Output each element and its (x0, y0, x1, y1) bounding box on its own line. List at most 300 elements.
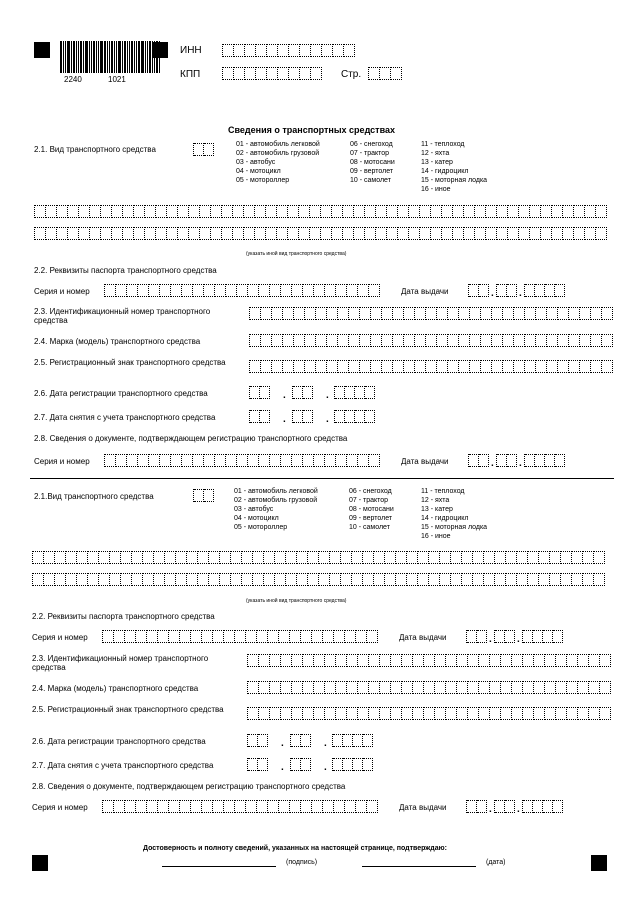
input-cell[interactable] (268, 800, 279, 813)
input-cell[interactable] (268, 630, 279, 643)
input-cell[interactable] (270, 681, 281, 694)
input-cell[interactable] (272, 360, 283, 373)
input-cell[interactable] (160, 284, 171, 297)
input-cell[interactable] (312, 800, 323, 813)
input-cell[interactable] (380, 67, 391, 80)
input-cell[interactable] (261, 334, 272, 347)
input-cell[interactable] (312, 630, 323, 643)
reg-date-day-1[interactable] (249, 386, 270, 399)
input-cell[interactable] (301, 800, 312, 813)
input-cell[interactable] (382, 307, 393, 320)
dereg-date-day-1[interactable] (249, 410, 270, 423)
input-cell[interactable] (360, 334, 371, 347)
input-cell[interactable] (600, 654, 611, 667)
input-cell[interactable] (413, 654, 424, 667)
inn-cells[interactable] (222, 44, 355, 57)
input-cell[interactable] (176, 551, 187, 564)
input-cell[interactable] (257, 630, 268, 643)
input-cell[interactable] (363, 573, 374, 586)
input-cell[interactable] (585, 205, 596, 218)
input-cell[interactable] (303, 654, 314, 667)
input-cell[interactable] (303, 284, 314, 297)
input-cell[interactable] (580, 360, 591, 373)
input-cell[interactable] (369, 654, 380, 667)
input-cell[interactable] (301, 734, 311, 747)
input-cell[interactable] (553, 630, 563, 643)
input-cell[interactable] (501, 654, 512, 667)
input-cell[interactable] (114, 800, 125, 813)
input-cell[interactable] (303, 386, 313, 399)
input-cell[interactable] (380, 707, 391, 720)
input-cell[interactable] (495, 551, 506, 564)
input-cell[interactable] (534, 681, 545, 694)
input-cell[interactable] (367, 630, 378, 643)
input-cell[interactable] (292, 654, 303, 667)
input-cell[interactable] (594, 573, 605, 586)
input-cell[interactable] (220, 551, 231, 564)
input-cell[interactable] (311, 67, 322, 80)
input-cell[interactable] (536, 307, 547, 320)
input-cell[interactable] (248, 758, 258, 771)
input-cell[interactable] (110, 573, 121, 586)
input-cell[interactable] (336, 454, 347, 467)
input-cell[interactable] (448, 334, 459, 347)
input-cell[interactable] (343, 734, 353, 747)
input-cell[interactable] (125, 630, 136, 643)
input-cell[interactable] (536, 334, 547, 347)
input-cell[interactable] (470, 360, 481, 373)
input-cell[interactable] (242, 573, 253, 586)
input-cell[interactable] (220, 573, 231, 586)
input-cell[interactable] (194, 143, 204, 156)
input-cell[interactable] (541, 227, 552, 240)
input-cell[interactable] (101, 205, 112, 218)
input-cell[interactable] (497, 454, 507, 467)
input-cell[interactable] (495, 630, 505, 643)
input-cell[interactable] (371, 360, 382, 373)
input-cell[interactable] (222, 227, 233, 240)
input-cell[interactable] (484, 551, 495, 564)
input-cell[interactable] (327, 307, 338, 320)
doc-issue-day-1[interactable] (468, 454, 489, 467)
input-cell[interactable] (545, 707, 556, 720)
input-cell[interactable] (187, 551, 198, 564)
input-cell[interactable] (226, 454, 237, 467)
input-cell[interactable] (382, 334, 393, 347)
input-cell[interactable] (311, 44, 322, 57)
input-cell[interactable] (382, 360, 393, 373)
input-cell[interactable] (167, 205, 178, 218)
input-cell[interactable] (147, 800, 158, 813)
input-cell[interactable] (363, 734, 373, 747)
input-cell[interactable] (303, 681, 314, 694)
input-cell[interactable] (503, 360, 514, 373)
input-cell[interactable] (523, 654, 534, 667)
input-cell[interactable] (209, 573, 220, 586)
input-cell[interactable] (578, 654, 589, 667)
input-cell[interactable] (270, 454, 281, 467)
reg-date-year-1[interactable] (334, 386, 375, 399)
passport-issue-year-1[interactable] (524, 284, 565, 297)
input-cell[interactable] (336, 284, 347, 297)
input-cell[interactable] (486, 205, 497, 218)
input-cell[interactable] (158, 630, 169, 643)
input-cell[interactable] (292, 454, 303, 467)
input-cell[interactable] (426, 334, 437, 347)
input-cell[interactable] (121, 551, 132, 564)
input-cell[interactable] (424, 707, 435, 720)
input-cell[interactable] (264, 573, 275, 586)
input-cell[interactable] (338, 334, 349, 347)
input-cell[interactable] (316, 334, 327, 347)
input-cell[interactable] (567, 681, 578, 694)
input-cell[interactable] (290, 630, 301, 643)
input-cell[interactable] (355, 386, 365, 399)
input-cell[interactable] (556, 707, 567, 720)
input-cell[interactable] (358, 707, 369, 720)
input-cell[interactable] (363, 551, 374, 564)
input-cell[interactable] (369, 707, 380, 720)
input-cell[interactable] (248, 284, 259, 297)
input-cell[interactable] (536, 360, 547, 373)
input-cell[interactable] (602, 307, 613, 320)
input-cell[interactable] (387, 227, 398, 240)
input-cell[interactable] (224, 800, 235, 813)
input-cell[interactable] (325, 284, 336, 297)
input-cell[interactable] (55, 551, 66, 564)
input-cell[interactable] (365, 205, 376, 218)
input-cell[interactable] (134, 205, 145, 218)
input-cell[interactable] (358, 681, 369, 694)
input-cell[interactable] (259, 681, 270, 694)
input-cell[interactable] (431, 227, 442, 240)
input-cell[interactable] (530, 205, 541, 218)
input-cell[interactable] (492, 334, 503, 347)
input-cell[interactable] (77, 551, 88, 564)
input-cell[interactable] (580, 307, 591, 320)
input-cell[interactable] (497, 205, 508, 218)
input-cell[interactable] (127, 284, 138, 297)
input-cell[interactable] (319, 551, 330, 564)
input-cell[interactable] (145, 205, 156, 218)
input-cell[interactable] (116, 454, 127, 467)
input-cell[interactable] (156, 205, 167, 218)
input-cell[interactable] (204, 143, 214, 156)
input-cell[interactable] (253, 573, 264, 586)
input-cell[interactable] (484, 573, 495, 586)
input-cell[interactable] (380, 681, 391, 694)
doc-series-cells-2[interactable] (102, 800, 378, 813)
input-cell[interactable] (112, 227, 123, 240)
input-cell[interactable] (508, 227, 519, 240)
dereg-date-month-2[interactable] (290, 758, 311, 771)
input-cell[interactable] (55, 573, 66, 586)
input-cell[interactable] (266, 227, 277, 240)
input-cell[interactable] (272, 307, 283, 320)
input-cell[interactable] (178, 227, 189, 240)
input-cell[interactable] (345, 630, 356, 643)
input-cell[interactable] (286, 573, 297, 586)
other-vehicle-type-cells-2b[interactable] (32, 573, 605, 586)
input-cell[interactable] (563, 205, 574, 218)
input-cell[interactable] (303, 410, 313, 423)
input-cell[interactable] (495, 800, 505, 813)
input-cell[interactable] (574, 227, 585, 240)
input-cell[interactable] (525, 454, 535, 467)
doc-issue-month-2[interactable] (494, 800, 515, 813)
input-cell[interactable] (407, 573, 418, 586)
input-cell[interactable] (293, 410, 303, 423)
input-cell[interactable] (242, 551, 253, 564)
input-cell[interactable] (398, 205, 409, 218)
input-cell[interactable] (344, 44, 355, 57)
doc-issue-year-1[interactable] (524, 454, 565, 467)
input-cell[interactable] (145, 227, 156, 240)
input-cell[interactable] (283, 360, 294, 373)
input-cell[interactable] (543, 630, 553, 643)
input-cell[interactable] (418, 573, 429, 586)
input-cell[interactable] (561, 573, 572, 586)
input-cell[interactable] (415, 334, 426, 347)
input-cell[interactable] (291, 734, 301, 747)
input-cell[interactable] (259, 454, 270, 467)
input-cell[interactable] (352, 573, 363, 586)
input-cell[interactable] (334, 630, 345, 643)
input-cell[interactable] (479, 654, 490, 667)
input-cell[interactable] (231, 573, 242, 586)
input-cell[interactable] (143, 573, 154, 586)
input-cell[interactable] (534, 654, 545, 667)
input-cell[interactable] (132, 573, 143, 586)
input-cell[interactable] (189, 205, 200, 218)
input-cell[interactable] (442, 205, 453, 218)
kpp-cells[interactable] (222, 67, 322, 80)
input-cell[interactable] (35, 205, 46, 218)
input-cell[interactable] (396, 573, 407, 586)
input-cell[interactable] (267, 67, 278, 80)
input-cell[interactable] (101, 227, 112, 240)
input-cell[interactable] (426, 307, 437, 320)
input-cell[interactable] (194, 489, 204, 502)
input-cell[interactable] (235, 800, 246, 813)
input-cell[interactable] (297, 573, 308, 586)
input-cell[interactable] (68, 205, 79, 218)
passport-series-cells-2[interactable] (102, 630, 378, 643)
input-cell[interactable] (371, 334, 382, 347)
input-cell[interactable] (507, 454, 517, 467)
input-cell[interactable] (530, 227, 541, 240)
input-cell[interactable] (369, 67, 380, 80)
vehicle-type-cells-1[interactable] (193, 143, 214, 156)
input-cell[interactable] (591, 334, 602, 347)
dereg-date-month-1[interactable] (292, 410, 313, 423)
input-cell[interactable] (477, 800, 487, 813)
input-cell[interactable] (147, 630, 158, 643)
input-cell[interactable] (567, 707, 578, 720)
input-cell[interactable] (545, 454, 555, 467)
passport-series-cells-1[interactable] (104, 284, 380, 297)
passport-issue-day-2[interactable] (466, 630, 487, 643)
input-cell[interactable] (533, 630, 543, 643)
input-cell[interactable] (553, 800, 563, 813)
input-cell[interactable] (380, 654, 391, 667)
passport-issue-month-2[interactable] (494, 630, 515, 643)
input-cell[interactable] (512, 707, 523, 720)
input-cell[interactable] (572, 573, 583, 586)
input-cell[interactable] (602, 360, 613, 373)
input-cell[interactable] (266, 205, 277, 218)
input-cell[interactable] (278, 67, 289, 80)
input-cell[interactable] (457, 654, 468, 667)
input-cell[interactable] (255, 227, 266, 240)
input-cell[interactable] (167, 227, 178, 240)
input-cell[interactable] (256, 67, 267, 80)
input-cell[interactable] (333, 44, 344, 57)
input-cell[interactable] (112, 205, 123, 218)
input-cell[interactable] (99, 551, 110, 564)
input-cell[interactable] (299, 205, 310, 218)
input-cell[interactable] (335, 410, 345, 423)
input-cell[interactable] (490, 681, 501, 694)
input-cell[interactable] (477, 630, 487, 643)
passport-issue-month-1[interactable] (496, 284, 517, 297)
input-cell[interactable] (561, 551, 572, 564)
input-cell[interactable] (543, 800, 553, 813)
input-cell[interactable] (481, 360, 492, 373)
input-cell[interactable] (213, 800, 224, 813)
input-cell[interactable] (525, 307, 536, 320)
input-cell[interactable] (257, 800, 268, 813)
input-cell[interactable] (358, 654, 369, 667)
input-cell[interactable] (440, 573, 451, 586)
input-cell[interactable] (347, 707, 358, 720)
input-cell[interactable] (154, 551, 165, 564)
input-cell[interactable] (558, 307, 569, 320)
input-cell[interactable] (589, 707, 600, 720)
input-cell[interactable] (437, 360, 448, 373)
input-cell[interactable] (519, 227, 530, 240)
input-cell[interactable] (310, 205, 321, 218)
input-cell[interactable] (178, 205, 189, 218)
input-cell[interactable] (301, 758, 311, 771)
input-cell[interactable] (424, 681, 435, 694)
input-cell[interactable] (226, 284, 237, 297)
input-cell[interactable] (393, 360, 404, 373)
input-cell[interactable] (234, 67, 245, 80)
input-cell[interactable] (260, 410, 270, 423)
input-cell[interactable] (398, 227, 409, 240)
input-cell[interactable] (235, 630, 246, 643)
input-cell[interactable] (429, 573, 440, 586)
input-cell[interactable] (264, 551, 275, 564)
input-cell[interactable] (464, 205, 475, 218)
input-cell[interactable] (349, 307, 360, 320)
passport-issue-year-2[interactable] (522, 630, 563, 643)
input-cell[interactable] (365, 410, 375, 423)
input-cell[interactable] (534, 707, 545, 720)
input-cell[interactable] (336, 681, 347, 694)
input-cell[interactable] (305, 307, 316, 320)
input-cell[interactable] (479, 681, 490, 694)
input-cell[interactable] (360, 307, 371, 320)
input-cell[interactable] (418, 551, 429, 564)
input-cell[interactable] (578, 707, 589, 720)
input-cell[interactable] (490, 707, 501, 720)
input-cell[interactable] (281, 454, 292, 467)
input-cell[interactable] (68, 227, 79, 240)
input-cell[interactable] (369, 454, 380, 467)
input-cell[interactable] (156, 227, 167, 240)
input-cell[interactable] (453, 227, 464, 240)
input-cell[interactable] (402, 654, 413, 667)
input-cell[interactable] (376, 227, 387, 240)
input-cell[interactable] (468, 654, 479, 667)
other-vehicle-type-cells-2a[interactable] (32, 551, 605, 564)
input-cell[interactable] (165, 573, 176, 586)
input-cell[interactable] (291, 758, 301, 771)
input-cell[interactable] (143, 551, 154, 564)
input-cell[interactable] (569, 360, 580, 373)
input-cell[interactable] (533, 800, 543, 813)
input-cell[interactable] (292, 707, 303, 720)
input-cell[interactable] (272, 334, 283, 347)
input-cell[interactable] (358, 284, 369, 297)
input-cell[interactable] (297, 551, 308, 564)
input-cell[interactable] (435, 681, 446, 694)
input-cell[interactable] (176, 573, 187, 586)
input-cell[interactable] (525, 360, 536, 373)
input-cell[interactable] (481, 334, 492, 347)
input-cell[interactable] (569, 307, 580, 320)
input-cell[interactable] (345, 410, 355, 423)
input-cell[interactable] (545, 654, 556, 667)
input-cell[interactable] (224, 630, 235, 643)
input-cell[interactable] (281, 681, 292, 694)
input-cell[interactable] (550, 551, 561, 564)
input-cell[interactable] (404, 307, 415, 320)
input-cell[interactable] (33, 551, 44, 564)
input-cell[interactable] (303, 707, 314, 720)
input-cell[interactable] (545, 284, 555, 297)
input-cell[interactable] (413, 707, 424, 720)
input-cell[interactable] (325, 454, 336, 467)
input-cell[interactable] (180, 630, 191, 643)
input-cell[interactable] (255, 205, 266, 218)
input-cell[interactable] (314, 654, 325, 667)
input-cell[interactable] (528, 573, 539, 586)
input-cell[interactable] (519, 205, 530, 218)
input-cell[interactable] (310, 227, 321, 240)
input-cell[interactable] (479, 454, 489, 467)
input-cell[interactable] (136, 630, 147, 643)
input-cell[interactable] (198, 573, 209, 586)
input-cell[interactable] (473, 551, 484, 564)
input-cell[interactable] (407, 551, 418, 564)
input-cell[interactable] (180, 800, 191, 813)
input-cell[interactable] (99, 573, 110, 586)
input-cell[interactable] (213, 630, 224, 643)
input-cell[interactable] (429, 551, 440, 564)
input-cell[interactable] (294, 360, 305, 373)
input-cell[interactable] (308, 573, 319, 586)
input-cell[interactable] (353, 758, 363, 771)
input-cell[interactable] (469, 284, 479, 297)
input-cell[interactable] (479, 284, 489, 297)
input-cell[interactable] (215, 454, 226, 467)
vin-cells-1[interactable] (249, 307, 613, 320)
input-cell[interactable] (200, 205, 211, 218)
input-cell[interactable] (528, 551, 539, 564)
